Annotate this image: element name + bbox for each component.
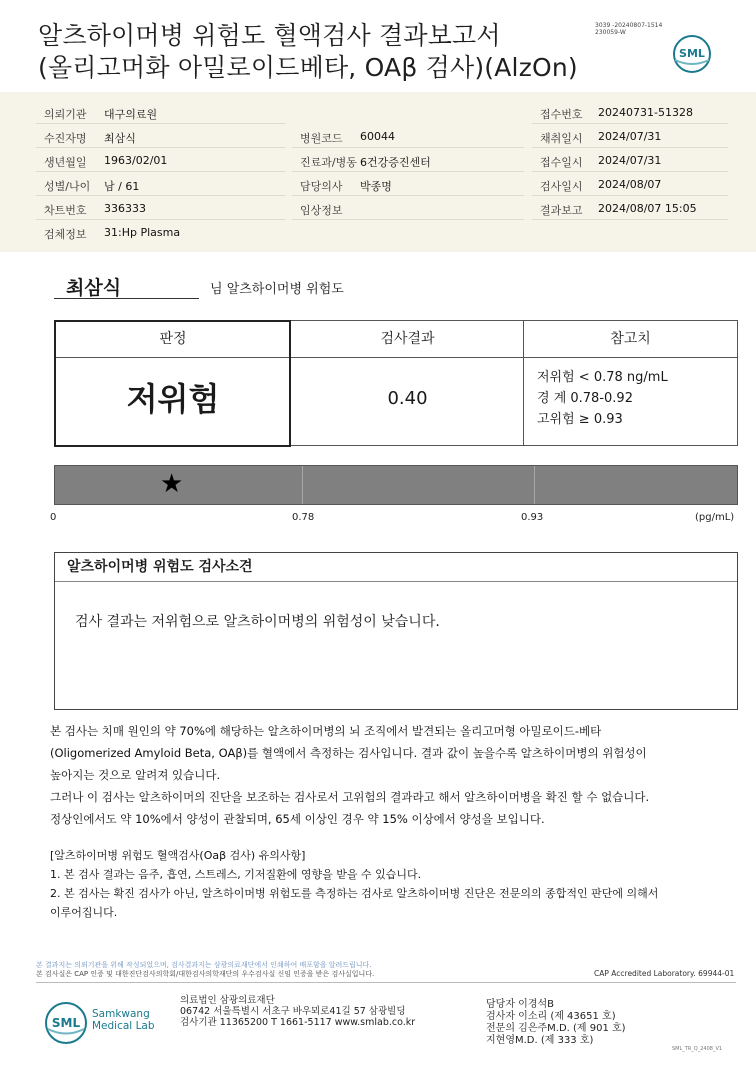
company-address [180,995,415,1028]
scale-segment-divider [302,466,303,504]
hospital-code-label: 병원코드 [300,132,343,145]
logo-text: SML [679,47,705,60]
ref-mid: 경 계 0.78-0.92 [537,391,633,406]
test-date-label: 검사일시 [540,180,583,193]
doctor-label: 담당의사 [300,180,343,193]
dept-value: 6건강증진센터 [360,156,431,169]
company-name [92,1008,155,1032]
signatories [486,999,626,1047]
address-line: 의료법인 삼광의료재단 [180,995,275,1006]
report-date-label: 결과보고 [540,204,583,217]
notes-line: 이루어집니다. [50,906,118,919]
result-marker-star-icon: ★ [160,469,184,499]
form-code: SML_TR_Q_2408_V1 [672,1046,723,1052]
specimen-label: 검체정보 [44,228,87,241]
notes-heading: [알츠하이머병 위험도 혈액검사(Oaβ 검사) 유의사항] [50,849,306,862]
test-date-value: 2024/08/07 [598,178,662,191]
title-line-2: (올리고머화 아밀로이드베타, OAβ 검사)(AlzOn) [38,53,578,82]
footer-logo-text: SML [51,1016,81,1030]
receipt-no-value: 20240731-51328 [598,106,693,119]
patient-name-suffix: 님 알츠하이머병 위험도 [210,282,344,297]
info-row [0,172,756,196]
cap-accreditation: CAP Accredited Laboratory. 69944-01 [594,969,735,978]
collect-date-value: 2024/07/31 [598,130,662,143]
patient-name-box [54,270,199,299]
receipt-date-label: 접수일시 [540,156,583,169]
report-date-value: 2024/08/07 15:05 [598,202,697,215]
birth-label: 생년월일 [44,156,87,169]
receipt-date-value: 2024/07/31 [598,154,662,167]
description-line: 본 검사는 치매 원인의 약 70%에 해당하는 알츠하이머병의 뇌 조직에서 발견되는 올리고머형 아밀로이드-베타 [50,724,602,738]
chart-no-label: 차트번호 [44,204,87,217]
company-line-2: Medical Lab [92,1020,155,1032]
signatory-line: 전문의 김은주M.D. (제 901 호) [486,1023,626,1034]
header-result: 검사결과 [380,331,435,347]
report-header [0,0,756,92]
result-value: 0.40 [387,388,428,409]
document-code [595,22,662,36]
info-row [0,124,756,148]
report-title [38,20,578,84]
chart-no-value: 336333 [104,202,146,215]
address-line: 검사기관 11365200 T 1661-5117 www.smlab.co.kr [180,1017,416,1028]
doc-code-line-2: 230059-W [595,29,626,36]
collect-date-label: 채취일시 [540,132,583,145]
ref-high: 고위험 ≥ 0.93 [537,412,623,427]
test-description [50,720,710,830]
patient-info-block [0,92,756,252]
signatory-line: 검사자 이소리 (제 43651 호) [486,1011,616,1022]
signatory-line: 담당자 이경석B [486,999,554,1010]
sml-logo-icon [672,34,712,74]
notes-line: 2. 본 검사는 확진 검사가 아닌, 알츠하이머병 위험도를 측정하는 검사로 알츠하이머병 진단은 전문의의 종합적인 판단에 의해서 [50,887,659,900]
description-line: 정상인에서도 약 10%에서 양성이 관찰되며, 65세 이상인 경우 약 15% 이상에서 양성을 보입니다. [50,812,545,826]
footer-notice-2: 본 검사실은 CAP 인증 및 대한진단검사의학회/대한검사의학재단의 우수검사실 신임 인증을 받은 검사실입니다. [36,970,375,978]
receipt-no-label: 접수번호 [540,108,583,121]
info-row [0,220,756,244]
sex-age-value: 남 / 61 [104,180,140,193]
patient-value: 최삼식 [104,132,136,145]
birth-value: 1963/02/01 [104,154,168,167]
info-row [0,148,756,172]
signatory-line: 지현영M.D. (제 333 호) [486,1035,594,1046]
address-line: 06742 서울특별시 서초구 바우뫼로41길 57 삼광빌딩 [180,1006,406,1017]
scale-tick-0: 0 [50,512,57,523]
scale-tick-078: 0.78 [292,512,315,523]
title-line-1: 알츠하이머병 위험도 혈액검사 결과보고서 [38,21,501,50]
patient-label: 수진자명 [44,132,87,145]
notes-line: 1. 본 검사 결과는 음주, 흡연, 스트레스, 기저질환에 영향을 받을 수 있습니다. [50,868,422,881]
reference-values [537,367,668,430]
clinical-label: 임상정보 [300,204,343,217]
institution-label: 의뢰기관 [44,108,87,121]
doctor-value: 박종명 [360,180,392,193]
sml-footer-logo-icon [44,1001,88,1045]
result-table [54,320,738,446]
hospital-code-value: 60044 [360,130,395,143]
patient-name: 최삼식 [66,277,122,299]
institution-value: 대구의료원 [104,108,158,121]
footer-divider [36,982,736,983]
ref-low: 저위험 < 0.78 ng/mL [537,370,668,385]
scale-unit: (pg/mL) [695,512,735,523]
info-row [0,100,756,124]
risk-scale-bar [54,465,738,505]
sex-age-label: 성별/나이 [44,180,91,193]
opinion-body: 검사 결과는 저위험으로 알츠하이머병의 위험성이 낮습니다. [75,614,440,630]
info-row [0,196,756,220]
opinion-box [54,552,738,710]
opinion-title: 알츠하이머병 위험도 검사소견 [55,553,737,582]
specimen-value: 31:Hp Plasma [104,226,181,239]
company-line-1: Samkwang [92,1008,150,1020]
scale-tick-093: 0.93 [521,512,544,523]
test-notes [50,846,730,922]
description-line: 그러나 이 검사는 알츠하이머의 진단을 보조하는 검사로서 고위험의 결과라고 해서 알츠하이머병을 확진 할 수 없습니다. [50,790,650,804]
scale-segment-divider [534,466,535,504]
header-judge: 판정 [159,331,187,347]
header-reference: 참고치 [610,331,651,347]
dept-label: 진료과/병동 [300,156,357,169]
doc-code-line-1: 3039 -20240807-1514 [595,22,663,29]
judge-value: 저위험 [126,380,220,418]
footer-notice-1: 본 결과지는 의뢰기관을 위해 작성되었으며, 검사결과지는 삼광의료재단에서 인쇄하여 배포함을 알려드립니다. [36,961,372,969]
description-line: (Oligomerized Amyloid Beta, OAβ)를 혈액에서 측정하는 검사입니다. 결과 값이 높을수록 알츠하이머병의 위험성이 [50,746,647,760]
description-line: 높아지는 것으로 알려져 있습니다. [50,768,221,782]
